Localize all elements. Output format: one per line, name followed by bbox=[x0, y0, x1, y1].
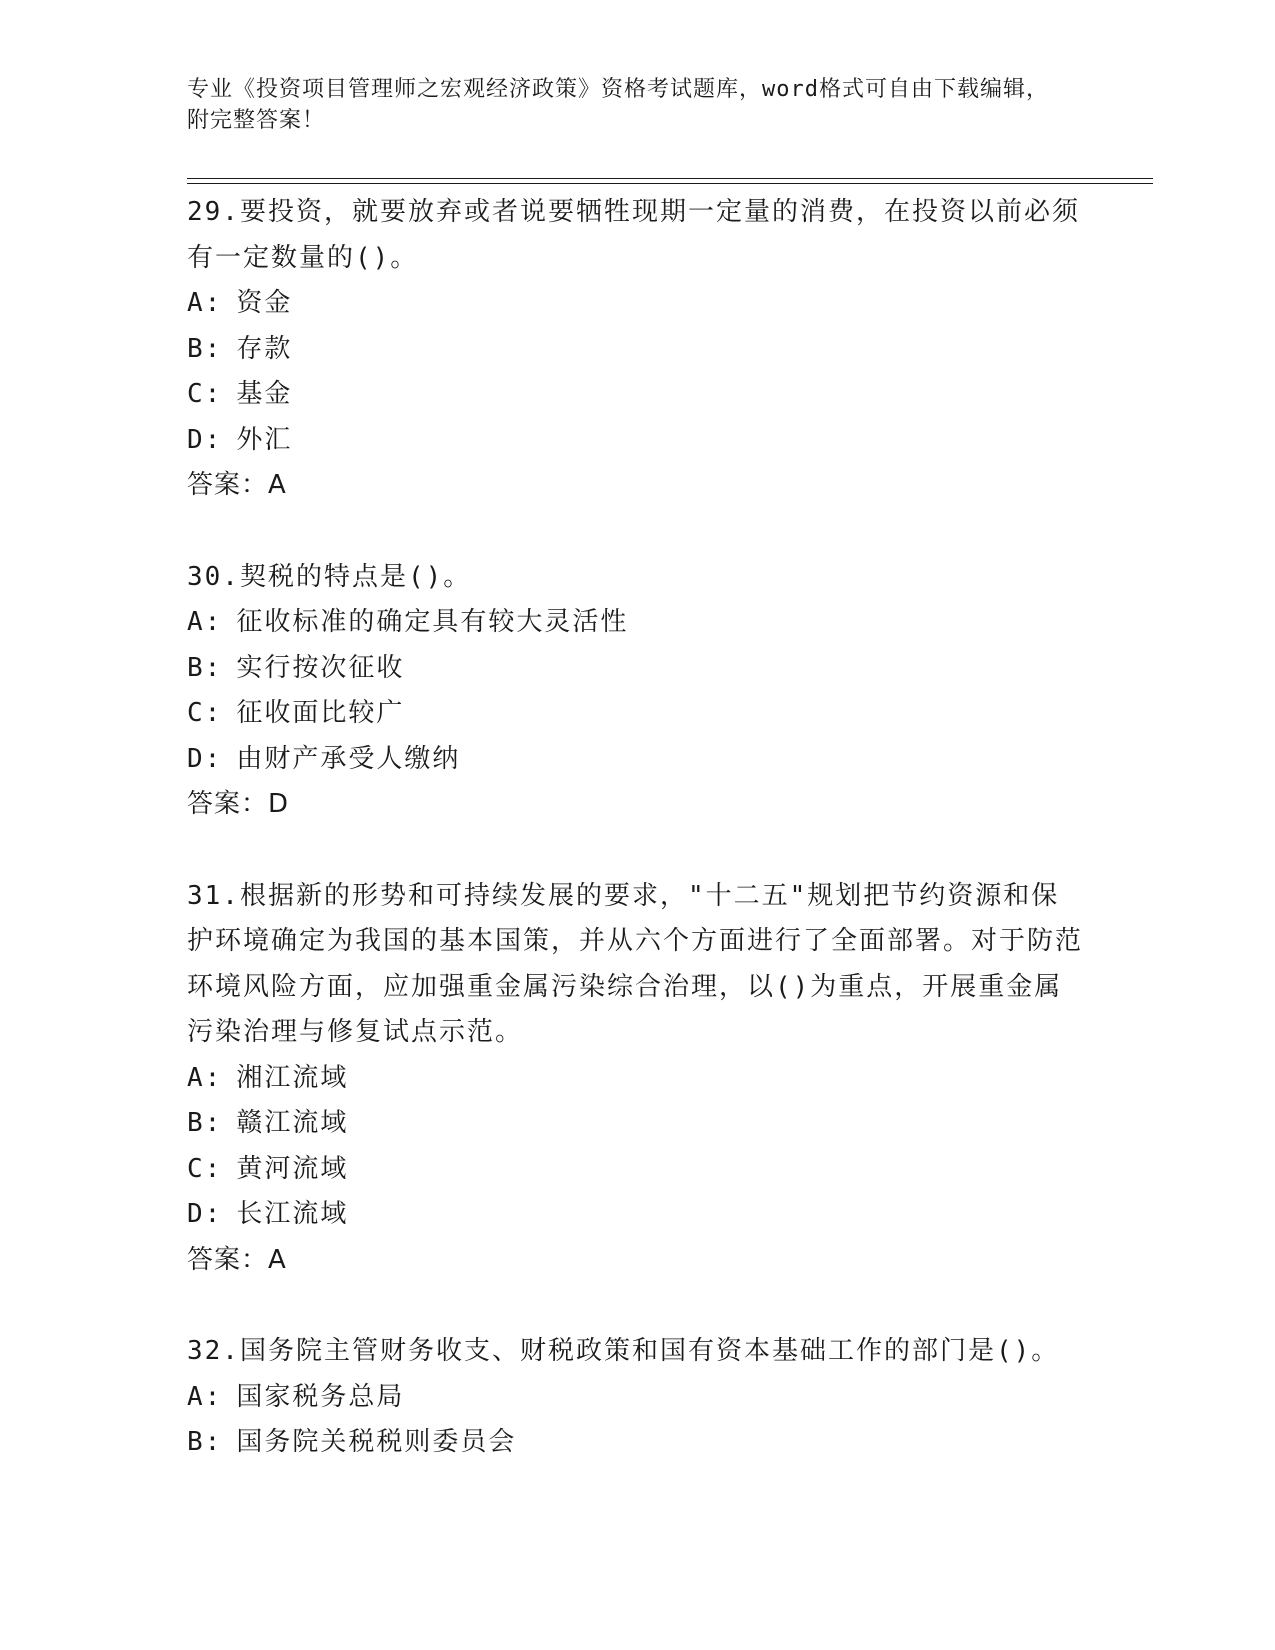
option-a: A: 征收标准的确定具有较大灵活性 bbox=[187, 607, 629, 637]
answer-line bbox=[187, 782, 1087, 828]
option-label: D bbox=[187, 743, 205, 774]
answer-label: 答案： bbox=[187, 789, 269, 819]
option-label: A bbox=[187, 1381, 205, 1412]
question-stem: 30.契税的特点是()。 bbox=[187, 561, 472, 592]
option-text: 征收面比较广 bbox=[236, 698, 405, 728]
option-text: 长江流域 bbox=[236, 1199, 349, 1229]
option-text: 实行按次征收 bbox=[236, 652, 405, 683]
option-b: B: 国务院关税税则委员会 bbox=[187, 1427, 517, 1457]
option-c: C: 征收面比较广 bbox=[187, 698, 405, 728]
option-text: 基金 bbox=[236, 379, 293, 409]
option-text: 赣江流域 bbox=[236, 1108, 349, 1138]
spacer bbox=[187, 828, 1087, 874]
option-a: A: 资金 bbox=[187, 288, 293, 318]
answer-line bbox=[187, 463, 1087, 509]
option-text: 由财产承受人缴纳 bbox=[236, 743, 461, 774]
option-text: 湘江流域 bbox=[236, 1062, 349, 1093]
answer-value: D bbox=[268, 789, 290, 819]
answer-line bbox=[187, 1238, 1087, 1284]
option-text: 资金 bbox=[236, 288, 293, 318]
option-a: A: 湘江流域 bbox=[187, 1062, 349, 1093]
question-32 bbox=[187, 1329, 1087, 1466]
option-text: 国家税务总局 bbox=[236, 1381, 405, 1412]
question-30 bbox=[187, 555, 1087, 828]
option-a: A: 国家税务总局 bbox=[187, 1381, 405, 1412]
option-c: C: 基金 bbox=[187, 379, 293, 409]
option-label: B bbox=[187, 652, 205, 683]
option-d: D: 由财产承受人缴纳 bbox=[187, 743, 461, 774]
option-text: 外汇 bbox=[236, 424, 293, 455]
spacer bbox=[187, 1283, 1087, 1329]
option-label: A bbox=[187, 1062, 205, 1093]
option-label: C bbox=[187, 698, 205, 728]
question-stem: 29.要投资，就要放弃或者说要牺牲现期一定量的消费，在投资以前必须有一定数量的()。 bbox=[187, 197, 1080, 273]
option-text: 征收标准的确定具有较大灵活性 bbox=[236, 607, 629, 637]
option-label: A bbox=[187, 607, 205, 637]
answer-label: 答案： bbox=[187, 1244, 269, 1275]
header-rule-top bbox=[187, 178, 1153, 179]
option-label: B bbox=[187, 1427, 205, 1457]
option-label: C bbox=[187, 379, 205, 409]
option-label: D bbox=[187, 1199, 205, 1229]
option-label: B bbox=[187, 1108, 205, 1138]
option-text: 存款 bbox=[236, 333, 293, 364]
option-b: B: 存款 bbox=[187, 333, 293, 364]
option-d: D: 长江流域 bbox=[187, 1199, 349, 1229]
option-text: 国务院关税税则委员会 bbox=[236, 1427, 517, 1457]
option-label: D bbox=[187, 424, 205, 455]
option-label: A bbox=[187, 288, 205, 318]
question-31 bbox=[187, 874, 1087, 1284]
document-header: 专业《投资项目管理师之宏观经济政策》资格考试题库，word格式可自由下载编辑，附完整答案！ bbox=[187, 77, 1049, 133]
option-text: 黄河流域 bbox=[236, 1153, 349, 1184]
question-29 bbox=[187, 190, 1087, 509]
option-b: B: 实行按次征收 bbox=[187, 652, 405, 683]
option-label: C bbox=[187, 1153, 205, 1184]
answer-label: 答案： bbox=[187, 470, 269, 500]
option-label: B bbox=[187, 333, 205, 364]
header-rule-bottom bbox=[187, 183, 1153, 184]
question-stem: 31.根据新的形势和可持续发展的要求，"十二五"规划把节约资源和保护环境确定为我国的基本国策，并从六个方面进行了全面部署。对于防范环境风险方面，应加强重金属污染综合治理，以()为重点，开展重金属污染治理与修复试点示范。 bbox=[187, 880, 1084, 1047]
answer-value: A bbox=[268, 1244, 287, 1275]
question-stem: 32.国务院主管财务收支、财税政策和国有资本基础工作的部门是()。 bbox=[187, 1336, 1060, 1366]
spacer bbox=[187, 509, 1087, 555]
option-d: D: 外汇 bbox=[187, 424, 293, 455]
question-list bbox=[187, 190, 1087, 1466]
option-c: C: 黄河流域 bbox=[187, 1153, 349, 1184]
option-b: B: 赣江流域 bbox=[187, 1108, 349, 1138]
answer-value: A bbox=[268, 470, 287, 500]
